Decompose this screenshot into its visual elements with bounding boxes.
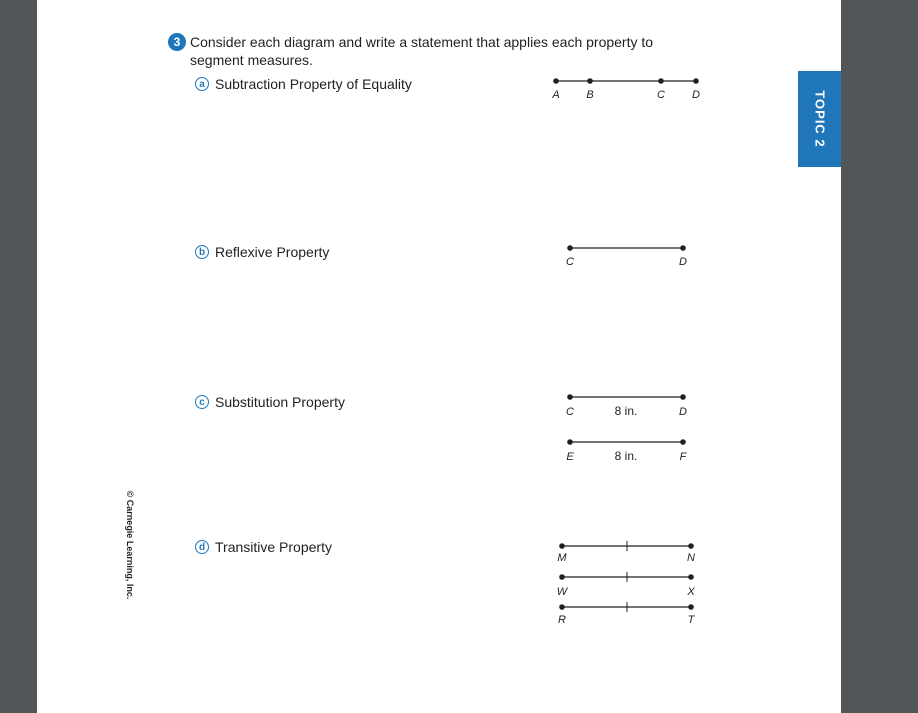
- label-d: D: [679, 256, 687, 268]
- label-f: F: [679, 451, 687, 463]
- part-b-label: Reflexive Property: [215, 244, 330, 260]
- point-d: [680, 245, 686, 251]
- part-d-label: Transitive Property: [215, 539, 332, 555]
- point-t: [688, 604, 694, 610]
- label-a: A: [552, 89, 560, 101]
- label-x: X: [687, 586, 695, 598]
- label-t: T: [687, 614, 695, 626]
- label-b: B: [586, 89, 594, 101]
- label-c: C: [657, 89, 665, 101]
- part-d-badge: d: [195, 540, 209, 554]
- label-w: W: [556, 586, 568, 598]
- point-d: [693, 78, 699, 84]
- point-d: [680, 394, 686, 400]
- label-c: C: [566, 406, 574, 418]
- part-b-badge: b: [195, 245, 209, 259]
- label-n: N: [687, 552, 695, 564]
- diagram-a: [551, 78, 700, 101]
- part-a-label: Subtraction Property of Equality: [215, 76, 412, 92]
- problem-number-badge: 3: [168, 33, 186, 51]
- label-m: M: [557, 552, 567, 564]
- problem-prompt-line1: Consider each diagram and write a statement that applies each property to: [190, 34, 654, 50]
- copyright-notice: © Carnegie Learning, Inc.: [125, 490, 135, 600]
- label-c: C: [566, 256, 574, 268]
- part-c-badge: c: [195, 395, 209, 409]
- diagram-b: [566, 245, 687, 268]
- problem-prompt-line2: segment measures.: [190, 52, 313, 68]
- diagram-c: [566, 394, 688, 463]
- point-a: [553, 78, 559, 84]
- point-c: [567, 394, 573, 400]
- label-e: E: [566, 451, 574, 463]
- topic-tab-label: TOPIC 2: [812, 90, 827, 148]
- point-f: [680, 439, 686, 445]
- part-a-badge: a: [195, 77, 209, 91]
- point-c: [567, 245, 573, 251]
- label-r: R: [558, 614, 566, 626]
- point-c: [658, 78, 664, 84]
- length-ef: 8 in.: [614, 449, 638, 463]
- diagram-d: [557, 541, 696, 626]
- topic-tab: [798, 71, 841, 167]
- length-cd: 8 in.: [614, 404, 638, 418]
- point-w: [559, 574, 565, 580]
- point-n: [688, 543, 694, 549]
- point-e: [567, 439, 573, 445]
- point-b: [587, 78, 593, 84]
- part-c-label: Substitution Property: [215, 394, 345, 410]
- point-m: [559, 543, 565, 549]
- point-r: [559, 604, 565, 610]
- label-d: D: [679, 406, 687, 418]
- point-x: [688, 574, 694, 580]
- label-d: D: [692, 89, 700, 101]
